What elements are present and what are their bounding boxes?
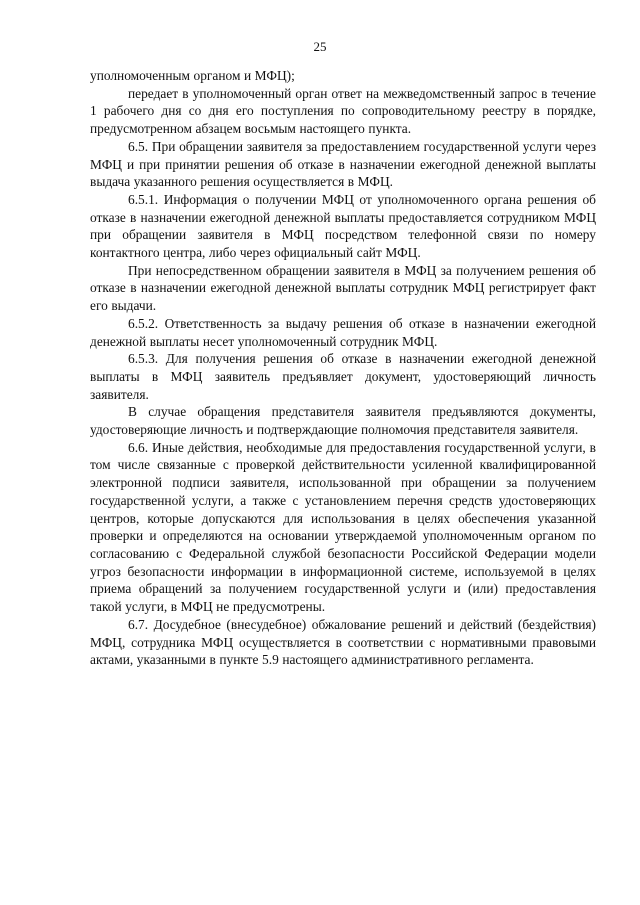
paragraph-direct-request: При непосредственном обращении заявителя в МФЦ за получением решения об отказе в назначении ежегодной денежной выплаты сотрудник МФЦ регистрирует факт его выдачи.	[90, 262, 596, 314]
paragraph-6-5: 6.5. При обращении заявителя за предоставлением государственной услуги через МФЦ и при принятии решения об отказе в назначении ежегодной денежной выплаты выдача указанного решения осуществляется в МФЦ.	[90, 138, 596, 190]
paragraph-representative: В случае обращения представителя заявителя предъявляются документы, удостоверяющие личность и подтверждающие полномочия представителя заявителя.	[90, 404, 596, 438]
paragraph-6-7: 6.7. Досудебное (внесудебное) обжалование решений и действий (бездействия) МФЦ, сотрудника МФЦ осуществляется в соответствии с нормативными правовыми актами, указанными в пункте 5.9 настоящего административного регламента.	[90, 616, 596, 668]
paragraph-6-5-2: 6.5.2. Ответственность за выдачу решения об отказе в назначении ежегодной денежной выплаты несет уполномоченный сотрудник МФЦ.	[90, 315, 596, 349]
paragraph-6-5-3: 6.5.3. Для получения решения об отказе в назначении ежегодной денежной выплаты в МФЦ заявитель предъявляет документ, удостоверяющий личность заявителя.	[90, 351, 596, 402]
paragraph-6-5-1: 6.5.1. Информация о получении МФЦ от уполномоченного органа решения об отказе в назначении ежегодной денежной выплаты предоставляется сотрудником МФЦ при обращении заявителя в МФЦ посредством телефонной связи по номеру контактного центра, либо через официальный сайт МФЦ.	[90, 191, 596, 261]
paragraph-6-6: 6.6. Иные действия, необходимые для предоставления государственной услуги, в том числе связанные с проверкой действительности усиленной квалифицированной электронной подписи заявителя, использованной при обращении за получением государственной услуги, а также с установлением перечня средств удостоверяющих центров, которые допускаются для использования в целях обеспечения указанной проверки и определяются на основании утверждаемой уполномоченным органом по согласованию с Федеральной службой безопасности Российской Федерации модели угроз безопасности информации в информационной системе, используемой в целях приема обращений за получением государственной услуги и (или) предоставления такой услуги, в МФЦ не предусмотрены.	[90, 439, 596, 615]
paragraph-reply-transfer: передает в уполномоченный орган ответ на межведомственный запрос в течение 1 рабочего дня со дня его поступления по сопроводительному реестру в порядке, предусмотренном абзацем восьмым настоящего пункта.	[90, 85, 596, 137]
paragraph-continuation: уполномоченным органом и МФЦ);	[90, 68, 295, 83]
document-body	[90, 67, 596, 669]
page-number: 25	[313, 39, 327, 54]
